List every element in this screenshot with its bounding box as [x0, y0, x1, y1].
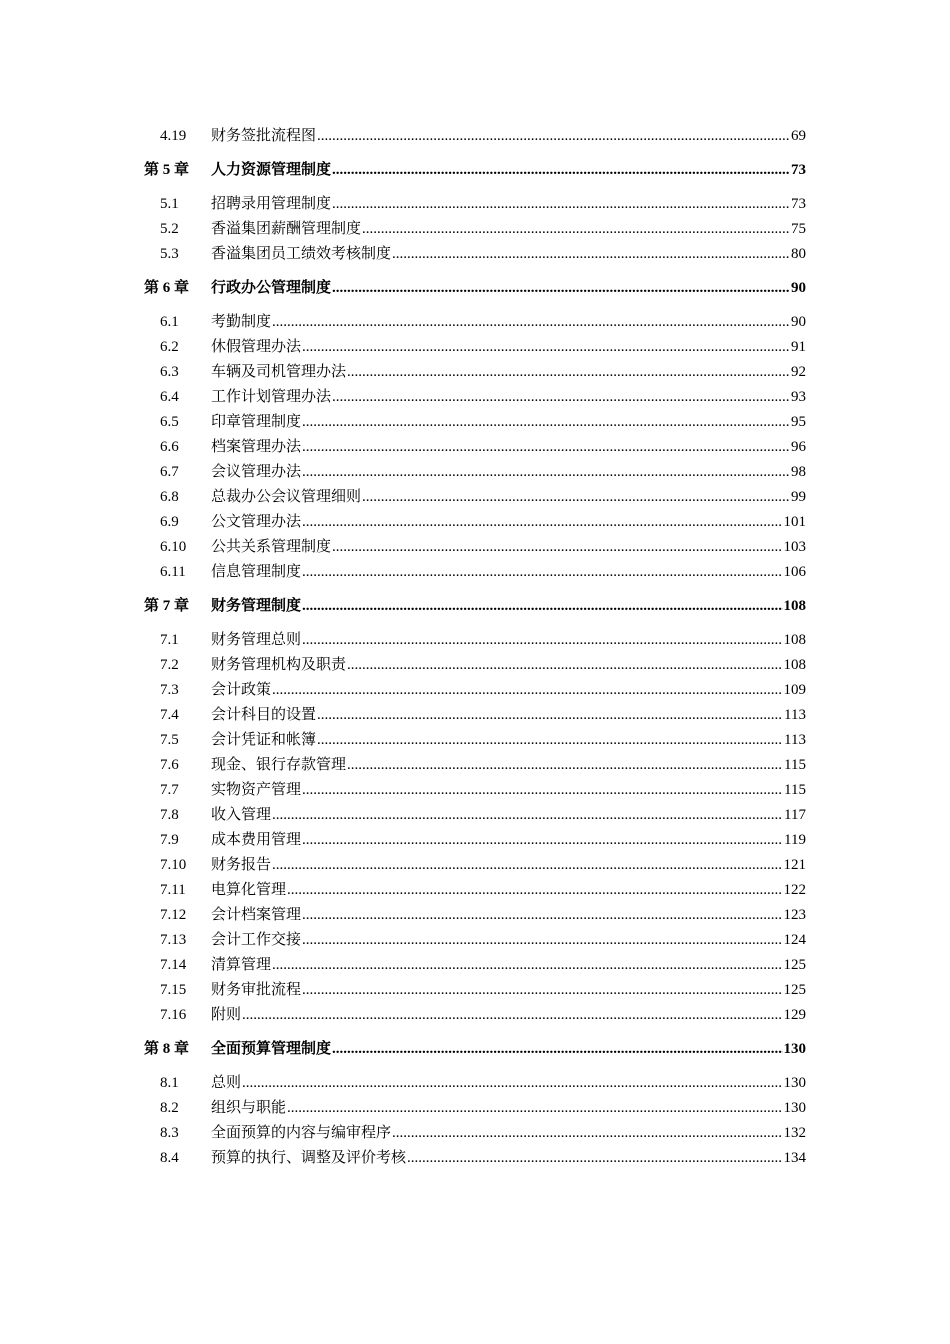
toc-entry-title: 全面预算的内容与编审程序 — [211, 1125, 392, 1141]
toc-entry-line — [211, 410, 806, 435]
toc-entry-title: 财务审批流程 — [211, 982, 302, 998]
toc-entry-line — [211, 728, 806, 753]
toc-entry[interactable] — [0, 1071, 950, 1096]
toc-entry-line — [211, 753, 806, 778]
toc-entry-line — [211, 1096, 806, 1121]
toc-entry-title: 财务报告 — [211, 857, 272, 873]
toc-entry[interactable] — [0, 1121, 950, 1146]
toc-entry[interactable] — [0, 803, 950, 828]
toc-entry-number: 6.7 — [160, 464, 179, 480]
toc-dot-leader — [332, 276, 790, 301]
toc-dot-leader — [302, 828, 783, 853]
toc-page-number: 124 — [783, 932, 806, 948]
toc-entry-line — [211, 460, 806, 485]
toc-entry-line — [211, 703, 806, 728]
toc-entry-title: 会计档案管理 — [211, 907, 302, 923]
toc-entry-title: 香溢集团员工绩效考核制度 — [211, 246, 392, 262]
toc-page-number: 109 — [783, 682, 806, 698]
toc-entry-number: 6.4 — [160, 389, 179, 405]
toc-page-number: 73 — [791, 196, 806, 212]
toc-dot-leader — [302, 778, 783, 803]
toc-page-number: 95 — [791, 414, 806, 430]
toc-entry-line — [211, 124, 806, 149]
toc-dot-leader — [302, 510, 782, 535]
toc-entry[interactable] — [0, 192, 950, 217]
toc-dot-leader — [272, 953, 782, 978]
toc-entry[interactable] — [0, 485, 950, 510]
toc-entry[interactable] — [0, 560, 950, 585]
toc-page-number: 90 — [791, 280, 806, 296]
toc-entry[interactable] — [0, 335, 950, 360]
toc-entry[interactable] — [0, 878, 950, 903]
toc-dot-leader — [332, 535, 782, 560]
toc-dot-leader — [302, 978, 782, 1003]
toc-entry-title: 会计凭证和帐簿 — [211, 732, 317, 748]
toc-page-number: 69 — [791, 128, 806, 144]
toc-entry-line — [211, 1003, 806, 1028]
toc-page-number: 108 — [783, 657, 806, 673]
toc-entry-number: 5.2 — [160, 221, 179, 237]
toc-entry-line — [211, 953, 806, 978]
toc-entry[interactable] — [0, 728, 950, 753]
toc-entry[interactable] — [0, 978, 950, 1003]
toc-entry-line — [211, 560, 806, 585]
toc-entry-number: 第 8 章 — [144, 1041, 190, 1057]
toc-page-number: 113 — [784, 732, 806, 748]
toc-dot-leader — [287, 1096, 782, 1121]
toc-entry-number: 6.2 — [160, 339, 179, 355]
toc-entry-line — [211, 535, 806, 560]
toc-entry-number: 第 6 章 — [144, 280, 190, 296]
toc-page-number: 123 — [783, 907, 806, 923]
toc-entry-title: 总则 — [211, 1075, 242, 1091]
toc-page-number: 75 — [791, 221, 806, 237]
toc-dot-leader — [242, 1071, 782, 1096]
toc-dot-leader — [347, 753, 783, 778]
toc-entry[interactable] — [0, 510, 950, 535]
toc-entry-number: 6.10 — [160, 539, 187, 555]
toc-entry-line — [211, 1121, 806, 1146]
toc-entry[interactable] — [0, 1146, 950, 1171]
toc-dot-leader — [317, 703, 783, 728]
toc-page-number: 134 — [783, 1150, 806, 1166]
toc-page-number: 92 — [791, 364, 806, 380]
toc-dot-leader — [317, 728, 783, 753]
toc-entry[interactable] — [0, 753, 950, 778]
toc-entry-line — [211, 678, 806, 703]
toc-entry-line — [211, 878, 806, 903]
toc-dot-leader — [302, 410, 790, 435]
toc-entry-title: 财务签批流程图 — [211, 128, 317, 144]
toc-entry-line — [211, 335, 806, 360]
toc-entry-line — [211, 1146, 806, 1171]
toc-entry-line — [211, 853, 806, 878]
toc-entry-line — [211, 628, 806, 653]
toc-entry-title: 会议管理办法 — [211, 464, 302, 480]
toc-entry-number: 第 7 章 — [144, 598, 190, 614]
toc-entry-number: 7.12 — [160, 907, 187, 923]
toc-entry-title: 收入管理 — [211, 807, 272, 823]
toc-dot-leader — [317, 124, 790, 149]
toc-entry-title: 财务管理机构及职责 — [211, 657, 347, 673]
toc-entry-title: 公共关系管理制度 — [211, 539, 332, 555]
toc-entry-line — [211, 435, 806, 460]
toc-entry-number: 5.1 — [160, 196, 179, 212]
toc-entry-title: 工作计划管理办法 — [211, 389, 332, 405]
toc-entry-number: 6.6 — [160, 439, 179, 455]
toc-entry-number: 7.10 — [160, 857, 187, 873]
toc-entry[interactable] — [0, 953, 950, 978]
toc-entry-title: 招聘录用管理制度 — [211, 196, 332, 212]
toc-page-number: 99 — [791, 489, 806, 505]
toc-entry[interactable] — [0, 360, 950, 385]
toc-entry-line — [211, 158, 806, 183]
toc-page-number: 96 — [791, 439, 806, 455]
toc-entry-title: 会计工作交接 — [211, 932, 302, 948]
toc-entry[interactable] — [0, 778, 950, 803]
toc-entry-number: 8.3 — [160, 1125, 179, 1141]
toc-entry-number: 7.6 — [160, 757, 179, 773]
toc-entry-line — [211, 485, 806, 510]
toc-entry-title: 附则 — [211, 1007, 242, 1023]
toc-entry-title: 成本费用管理 — [211, 832, 302, 848]
toc-entry[interactable] — [0, 678, 950, 703]
toc-dot-leader — [332, 158, 790, 183]
toc-page-number: 98 — [791, 464, 806, 480]
toc-entry[interactable] — [0, 828, 950, 853]
toc-entry-number: 7.1 — [160, 632, 179, 648]
toc-entry-number: 6.1 — [160, 314, 179, 330]
toc-entry-line — [211, 360, 806, 385]
toc-entry-title: 休假管理办法 — [211, 339, 302, 355]
toc-page-number: 80 — [791, 246, 806, 262]
toc-entry[interactable] — [0, 242, 950, 267]
toc-entry-number: 7.3 — [160, 682, 179, 698]
toc-entry-title: 预算的执行、调整及评价考核 — [211, 1150, 407, 1166]
toc-dot-leader — [272, 310, 790, 335]
toc-entry-line — [211, 276, 806, 301]
toc-entry-number: 第 5 章 — [144, 162, 190, 178]
toc-page-number: 119 — [784, 832, 806, 848]
toc-dot-leader — [302, 560, 782, 585]
toc-entry[interactable] — [0, 385, 950, 410]
toc-entry-line — [211, 928, 806, 953]
toc-page-number: 117 — [784, 807, 806, 823]
toc-entry-title: 总裁办公会议管理细则 — [211, 489, 362, 505]
toc-entry-line — [211, 192, 806, 217]
toc-entry-number: 7.16 — [160, 1007, 187, 1023]
toc-entry-line — [211, 803, 806, 828]
toc-dot-leader — [302, 460, 790, 485]
toc-entry-number: 6.5 — [160, 414, 179, 430]
toc-entry-title: 车辆及司机管理办法 — [211, 364, 347, 380]
toc-entry-line — [211, 310, 806, 335]
toc-entry[interactable] — [0, 1096, 950, 1121]
toc-page-number: 106 — [783, 564, 806, 580]
toc-dot-leader — [362, 485, 790, 510]
toc-entry-title: 电算化管理 — [211, 882, 287, 898]
toc-page-number: 113 — [784, 707, 806, 723]
toc-chapter-entry[interactable] — [0, 276, 950, 301]
toc-entry-number: 6.3 — [160, 364, 179, 380]
toc-entry-line — [211, 385, 806, 410]
toc-entry-number: 7.7 — [160, 782, 179, 798]
toc-entry-number: 8.2 — [160, 1100, 179, 1116]
toc-entry[interactable] — [0, 903, 950, 928]
toc-dot-leader — [272, 853, 782, 878]
toc-dot-leader — [302, 594, 782, 619]
toc-entry-number: 7.15 — [160, 982, 187, 998]
toc-entry-number: 7.2 — [160, 657, 179, 673]
toc-page-number: 125 — [783, 957, 806, 973]
toc-entry-number: 7.5 — [160, 732, 179, 748]
toc-entry-number: 4.19 — [160, 128, 187, 144]
toc-dot-leader — [272, 803, 783, 828]
toc-entry-number: 7.11 — [160, 882, 186, 898]
toc-page-number: 125 — [783, 982, 806, 998]
toc-entry[interactable] — [0, 410, 950, 435]
toc-chapter-entry[interactable] — [0, 594, 950, 619]
toc-entry[interactable] — [0, 535, 950, 560]
toc-entry-title: 组织与职能 — [211, 1100, 287, 1116]
toc-page-number: 93 — [791, 389, 806, 405]
toc-page-number: 108 — [783, 598, 806, 614]
toc-page-number: 115 — [784, 782, 806, 798]
toc-entry[interactable] — [0, 628, 950, 653]
toc-entry-line — [211, 242, 806, 267]
toc-entry[interactable] — [0, 928, 950, 953]
toc-page-number: 91 — [791, 339, 806, 355]
toc-dot-leader — [302, 335, 790, 360]
toc-entry[interactable] — [0, 217, 950, 242]
toc-dot-leader — [287, 878, 782, 903]
toc-entry-number: 7.4 — [160, 707, 179, 723]
toc-entry-line — [211, 594, 806, 619]
toc-dot-leader — [332, 385, 790, 410]
toc-entry[interactable] — [0, 310, 950, 335]
toc-entry-number: 7.14 — [160, 957, 187, 973]
toc-dot-leader — [302, 435, 790, 460]
toc-entry-title: 印章管理制度 — [211, 414, 302, 430]
toc-dot-leader — [407, 1146, 782, 1171]
toc-entry-line — [211, 1037, 806, 1062]
toc-entry-number: 7.13 — [160, 932, 187, 948]
toc-entry-number: 5.3 — [160, 246, 179, 262]
toc-page-number: 130 — [783, 1041, 806, 1057]
toc-entry-title: 档案管理办法 — [211, 439, 302, 455]
toc-entry-line — [211, 510, 806, 535]
toc-entry[interactable] — [0, 124, 950, 149]
toc-entry-number: 7.8 — [160, 807, 179, 823]
toc-entry-title: 信息管理制度 — [211, 564, 302, 580]
toc-entry-number: 7.9 — [160, 832, 179, 848]
toc-dot-leader — [332, 1037, 782, 1062]
toc-chapter-entry[interactable] — [0, 1037, 950, 1062]
toc-dot-leader — [242, 1003, 782, 1028]
toc-page-number: 130 — [783, 1075, 806, 1091]
toc-entry-line — [211, 778, 806, 803]
toc-page-number: 73 — [791, 162, 806, 178]
toc-entry[interactable] — [0, 460, 950, 485]
toc-entry-number: 6.11 — [160, 564, 186, 580]
toc-page-number: 108 — [783, 632, 806, 648]
table-of-contents — [0, 124, 950, 1171]
toc-chapter-entry[interactable] — [0, 158, 950, 183]
toc-dot-leader — [332, 192, 790, 217]
toc-page-number: 115 — [784, 757, 806, 773]
toc-dot-leader — [392, 242, 790, 267]
toc-page-number: 129 — [783, 1007, 806, 1023]
toc-entry[interactable] — [0, 653, 950, 678]
toc-entry[interactable] — [0, 853, 950, 878]
toc-entry[interactable] — [0, 435, 950, 460]
toc-dot-leader — [392, 1121, 782, 1146]
toc-dot-leader — [302, 628, 782, 653]
toc-entry-number: 8.1 — [160, 1075, 179, 1091]
toc-entry-line — [211, 903, 806, 928]
toc-entry[interactable] — [0, 1003, 950, 1028]
toc-dot-leader — [362, 217, 790, 242]
toc-entry-title: 公文管理办法 — [211, 514, 302, 530]
toc-entry-title: 会计科目的设置 — [211, 707, 317, 723]
toc-entry-title: 实物资产管理 — [211, 782, 302, 798]
toc-entry-number: 6.9 — [160, 514, 179, 530]
toc-entry-line — [211, 978, 806, 1003]
toc-entry-title: 现金、银行存款管理 — [211, 757, 347, 773]
toc-entry-line — [211, 1071, 806, 1096]
toc-entry-line — [211, 217, 806, 242]
toc-page-number: 101 — [783, 514, 806, 530]
toc-entry-number: 6.8 — [160, 489, 179, 505]
toc-page-number: 130 — [783, 1100, 806, 1116]
toc-entry-title: 考勤制度 — [211, 314, 272, 330]
toc-page-number: 103 — [783, 539, 806, 555]
toc-entry-title: 人力资源管理制度 — [211, 162, 332, 178]
toc-dot-leader — [347, 360, 790, 385]
toc-dot-leader — [272, 678, 782, 703]
toc-dot-leader — [347, 653, 782, 678]
toc-entry-number: 8.4 — [160, 1150, 179, 1166]
toc-entry-title: 香溢集团薪酬管理制度 — [211, 221, 362, 237]
toc-entry-title: 全面预算管理制度 — [211, 1041, 332, 1057]
toc-dot-leader — [302, 928, 782, 953]
toc-entry-title: 财务管理总则 — [211, 632, 302, 648]
toc-page-number: 122 — [783, 882, 806, 898]
toc-entry-title: 行政办公管理制度 — [211, 280, 332, 296]
toc-page-number: 132 — [783, 1125, 806, 1141]
toc-entry-line — [211, 828, 806, 853]
toc-page-number: 90 — [791, 314, 806, 330]
toc-page-number: 121 — [783, 857, 806, 873]
toc-dot-leader — [302, 903, 782, 928]
toc-entry-title: 会计政策 — [211, 682, 272, 698]
toc-entry[interactable] — [0, 703, 950, 728]
toc-entry-title: 清算管理 — [211, 957, 272, 973]
toc-entry-title: 财务管理制度 — [211, 598, 302, 614]
toc-entry-line — [211, 653, 806, 678]
